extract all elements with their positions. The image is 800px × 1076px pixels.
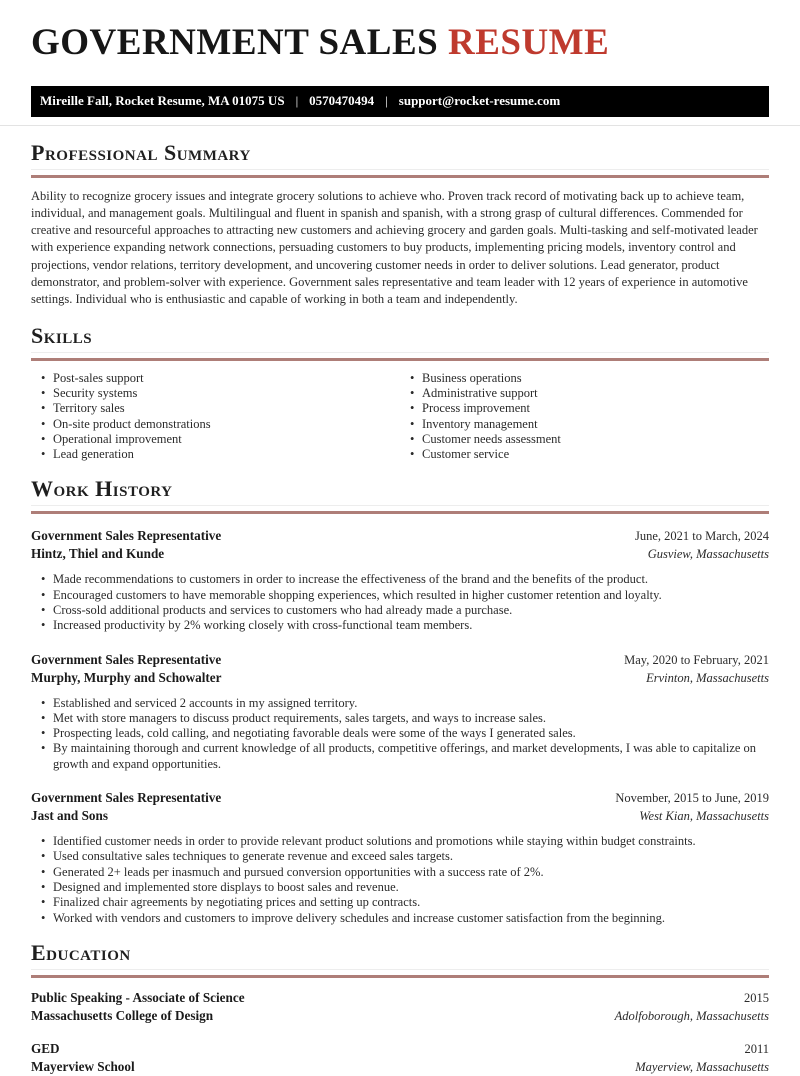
skills-list-left <box>31 371 400 463</box>
skill-item: • Post-sales support <box>31 371 400 386</box>
job-company: Hintz, Thiel and Kunde <box>31 546 165 562</box>
work-history-heading: Work History <box>31 476 769 506</box>
education-degree-row <box>31 989 769 1007</box>
education-heading: Education <box>31 940 769 970</box>
skills-heading: Skills <box>31 323 769 353</box>
education-degree: GED <box>31 1040 60 1056</box>
job-title: Government Sales Representative <box>31 651 222 667</box>
skill-item: • Customer needs assessment <box>400 432 769 447</box>
job-title: Government Sales Representative <box>31 790 222 806</box>
job-entry <box>31 651 769 772</box>
skills-column-right <box>400 371 769 463</box>
job-entry <box>31 527 769 633</box>
education-school-row <box>31 1058 769 1076</box>
job-company-row <box>31 669 769 687</box>
skill-item: • Inventory management <box>400 417 769 432</box>
job-bullets <box>31 696 769 772</box>
skill-item: • Process improvement <box>400 401 769 416</box>
skill-item: • Administrative support <box>400 386 769 401</box>
resume-header <box>31 22 769 126</box>
skill-item: • Business operations <box>400 371 769 386</box>
skills-column-left <box>31 371 400 463</box>
job-bullet: • Finalized chair agreements by negotiating prices and setting up contracts. <box>31 895 769 910</box>
job-location: Ervinton, Massachusetts <box>646 670 769 685</box>
section-divider <box>31 975 769 978</box>
job-bullets <box>31 834 769 926</box>
title-main: GOVERNMENT SALES <box>31 22 448 63</box>
education-entry <box>31 1040 769 1076</box>
job-company: Jast and Sons <box>31 808 108 824</box>
page-title <box>31 22 769 65</box>
job-title-row <box>31 527 769 545</box>
section-divider <box>31 358 769 361</box>
skill-item: • Operational improvement <box>31 432 400 447</box>
job-dates: May, 2020 to February, 2021 <box>624 652 769 667</box>
education-entry <box>31 989 769 1025</box>
job-entry <box>31 789 769 926</box>
skill-item: • Customer service <box>400 447 769 462</box>
skills-columns <box>31 371 769 463</box>
education-school-row <box>31 1007 769 1025</box>
skill-item: • Security systems <box>31 386 400 401</box>
job-bullet: • Established and serviced 2 accounts in my assigned territory. <box>31 696 769 711</box>
job-company-row <box>31 807 769 825</box>
summary-text: Ability to recognize grocery issues and integrate grocery solutions to achieve who. Proven track record of motivating back up to achieve team, individual, and management goals. Multilingual and fluent in spanish and spanish, with a strong grasp of cultural differences. Commended for creative and resourceful approaches to attracting new customers and achieving grocery and garden goals. Multi-tasking and self-motivated leader with experience expanding network connections, persuading customers to buy products, implementing pricing models, inventory control and projections, vendor relations, territory development, and uncovering customer needs in order to deliver solutions. Lead generator, product demonstrator, and problem-solver with experience. Government sales representative and team leader with 12 years of experience in automotive settings. Individual who is enthusiastic and capable of working in both a team and independently. <box>31 188 758 307</box>
job-bullet: • Met with store managers to discuss product requirements, sales targets, and ways to increase sales. <box>31 711 769 726</box>
job-bullet: • Generated 2+ leads per inasmuch and pursued conversion opportunities with a success rate of 2%. <box>31 865 769 880</box>
job-company-row <box>31 545 769 563</box>
contact-separator: | <box>385 92 388 108</box>
contact-name-address: Mireille Fall, Rocket Resume, MA 01075 US <box>40 92 285 108</box>
education-location: Mayerview, Massachusetts <box>635 1059 769 1074</box>
job-bullet: • Used consultative sales techniques to generate revenue and exceed sales targets. <box>31 849 769 864</box>
skills-list-right <box>400 371 769 463</box>
contact-separator: | <box>295 92 299 108</box>
job-title: Government Sales Representative <box>31 528 222 544</box>
education-year: 2015 <box>744 990 769 1005</box>
job-company: Murphy, Murphy and Schowalter <box>31 669 222 685</box>
section-skills <box>31 323 769 463</box>
contact-bar <box>31 86 769 117</box>
section-divider <box>31 175 769 178</box>
job-bullet: • Encouraged customers to have memorable shopping experiences, which resulted in higher customer retention and loyalty. <box>31 588 769 603</box>
section-education <box>31 940 769 1076</box>
job-bullet: • Designed and implemented store displays to boost sales and revenue. <box>31 880 769 895</box>
section-work-history <box>31 476 769 925</box>
title-red-accent: RESUME <box>447 22 610 63</box>
resume-page <box>0 22 800 1074</box>
job-bullet: • Identified customer needs in order to provide relevant product solutions and promotions while staying within budget constraints. <box>31 834 769 849</box>
job-bullet: • Prospecting leads, cold calling, and negotiating favorable deals were some of the ways I generated sales. <box>31 726 769 741</box>
education-year: 2011 <box>744 1041 769 1056</box>
section-divider <box>31 511 769 514</box>
job-bullet: • Made recommendations to customers in order to increase the effectiveness of the brand and the benefits of the product. <box>31 572 769 587</box>
skill-item: • Lead generation <box>31 447 400 462</box>
contact-email: support@rocket-resume.com <box>398 92 561 108</box>
header-divider <box>0 125 800 126</box>
job-title-row <box>31 651 769 669</box>
job-bullet: • Cross-sold additional products and services to customers who had already made a purchase. <box>31 603 769 618</box>
education-school: Mayerview School <box>31 1058 135 1074</box>
education-location: Adolfoborough, Massachusetts <box>614 1008 769 1023</box>
summary-heading: Professional Summary <box>31 140 769 170</box>
job-location: West Kian, Massachusetts <box>639 809 769 824</box>
skill-item: • Territory sales <box>31 401 400 416</box>
contact-phone: 0570470494 <box>309 92 375 108</box>
job-bullet: • Worked with vendors and customers to improve delivery schedules and increase customer satisfaction from the beginning. <box>31 911 769 926</box>
job-bullet: • By maintaining thorough and current knowledge of all products, competitive offerings, and market developments, I was able to capitalize on growth and expand opportunities. <box>31 741 769 772</box>
job-title-row <box>31 789 769 807</box>
job-dates: June, 2021 to March, 2024 <box>634 529 769 544</box>
job-bullets <box>31 572 769 633</box>
job-bullet: • Increased productivity by 2% working closely with cross-functional team members. <box>31 618 769 633</box>
education-degree: Public Speaking - Associate of Science <box>31 989 245 1005</box>
job-location: Gusview, Massachusetts <box>647 547 769 562</box>
education-school: Massachusetts College of Design <box>31 1007 214 1023</box>
skill-item: • On-site product demonstrations <box>31 417 400 432</box>
job-dates: November, 2015 to June, 2019 <box>615 791 769 806</box>
education-degree-row <box>31 1040 769 1058</box>
section-professional-summary <box>31 140 769 309</box>
